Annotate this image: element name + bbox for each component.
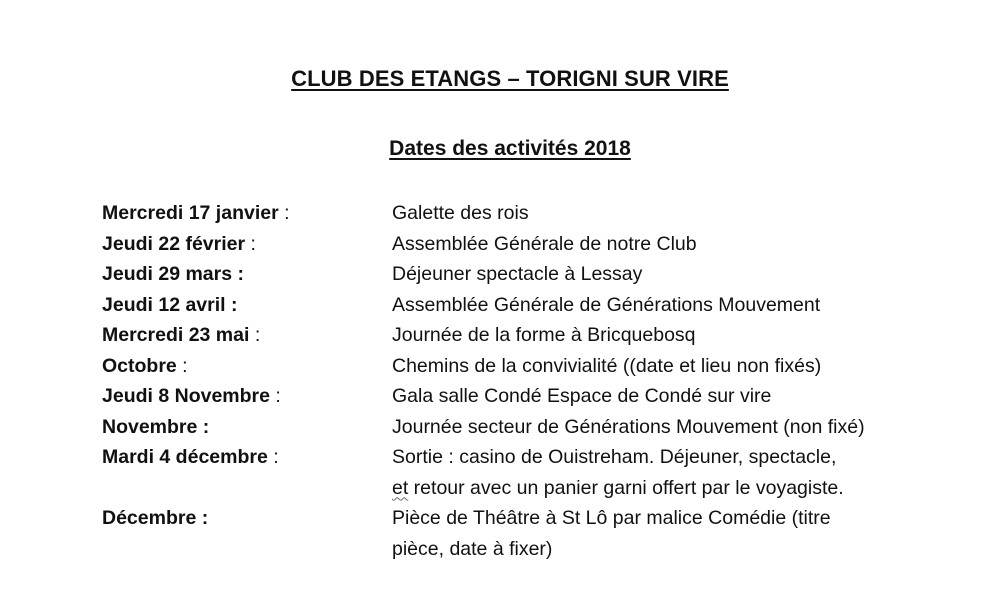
schedule-date: Mardi 4 décembre : xyxy=(102,446,279,468)
schedule-activity: Assemblée Générale de Générations Mouvement xyxy=(392,293,821,316)
schedule-date: Mercredi 23 mai : xyxy=(102,324,261,346)
schedule-row xyxy=(102,259,982,290)
schedule-date: Jeudi 12 avril : xyxy=(102,293,238,316)
schedule-activity: Galette des rois xyxy=(392,202,529,224)
schedule-activity: Pièce de Théâtre à St Lô par malice Comédie (titre pièce, date à fixer) xyxy=(392,503,982,564)
schedule-date: Mercredi 17 janvier : xyxy=(102,202,290,224)
activity-continuation: et retour avec un panier garni offert par le voyagiste. xyxy=(392,476,844,499)
schedule-activity: Journée de la forme à Bricquebosq xyxy=(392,324,696,346)
schedule-activity: Déjeuner spectacle à Lessay xyxy=(392,263,643,285)
schedule-row xyxy=(102,290,982,321)
schedule-activity: Journée secteur de Générations Mouvement (non fixé) xyxy=(392,415,865,438)
document-subtitle: Dates des activités 2018 xyxy=(389,137,631,160)
activity-schedule xyxy=(102,198,982,564)
schedule-activity: Gala salle Condé Espace de Condé sur vire xyxy=(392,385,772,407)
schedule-activity: Assemblée Générale de notre Club xyxy=(392,232,697,255)
schedule-date: Jeudi 29 mars : xyxy=(102,263,244,285)
activity-continuation: pièce, date à fixer) xyxy=(392,537,553,560)
schedule-row xyxy=(102,503,982,564)
document-title: CLUB DES ETANGS – TORIGNI SUR VIRE xyxy=(291,66,729,91)
schedule-row xyxy=(102,412,982,443)
schedule-date: Novembre : xyxy=(102,415,210,438)
schedule-row xyxy=(102,320,982,351)
schedule-date: Décembre : xyxy=(102,507,209,529)
schedule-date: Jeudi 22 février : xyxy=(102,232,256,255)
schedule-row xyxy=(102,442,982,503)
schedule-row xyxy=(102,198,982,229)
schedule-activity: Sortie : casino de Ouistreham. Déjeuner, spectacle, et retour avec un panier garni offert par le voyagiste. xyxy=(392,442,982,503)
schedule-date: Octobre : xyxy=(102,354,188,377)
schedule-row xyxy=(102,381,982,412)
schedule-date: Jeudi 8 Novembre : xyxy=(102,385,281,407)
schedule-activity: Chemins de la convivialité ((date et lieu non fixés) xyxy=(392,354,822,377)
schedule-row xyxy=(102,229,982,260)
schedule-row xyxy=(102,351,982,382)
